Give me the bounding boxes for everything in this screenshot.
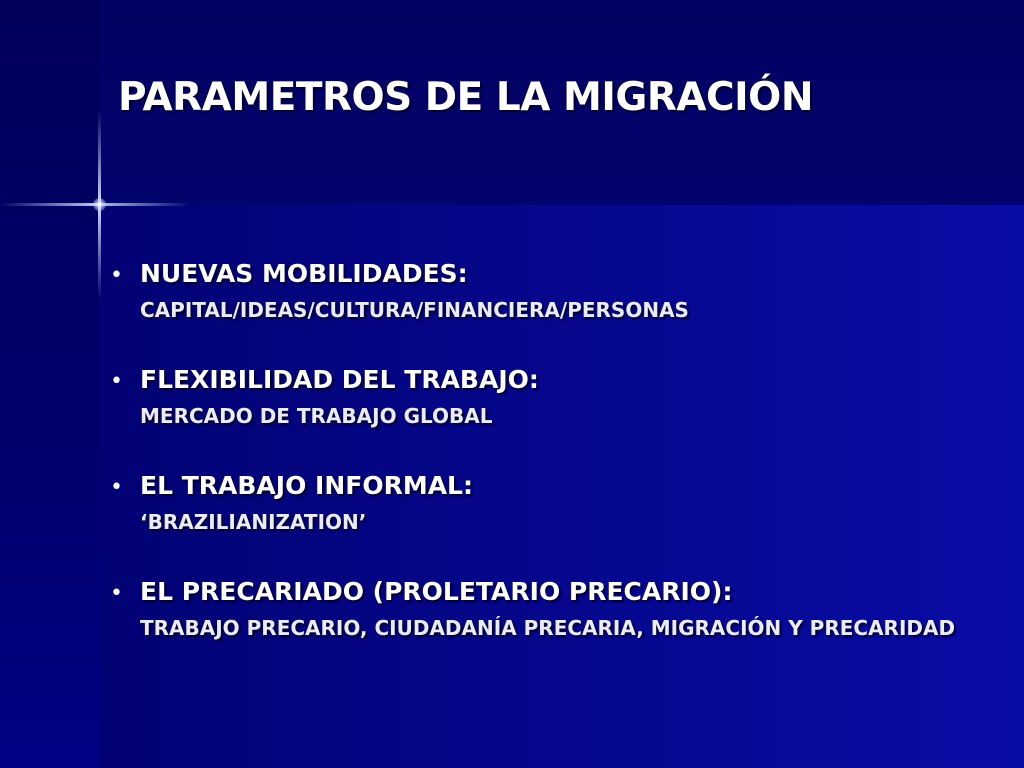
bullet-detail: MERCADO DE TRABAJO GLOBAL [140, 404, 493, 428]
left-band [0, 0, 100, 768]
bullet-heading: EL TRABAJO INFORMAL: [140, 471, 473, 500]
bullet-icon: • [110, 369, 123, 394]
bullet-item [110, 362, 990, 435]
bullet-heading: FLEXIBILIDAD DEL TRABAJO: [140, 365, 539, 394]
sparkle-icon [93, 198, 106, 211]
bullet-detail: CAPITAL/IDEAS/CULTURA/FINANCIERA/PERSONAS [140, 298, 689, 322]
bullet-heading: EL PRECARIADO (PROLETARIO PRECARIO): [140, 577, 733, 606]
bullet-detail: ‘BRAZILIANIZATION’ [140, 510, 367, 534]
bullet-icon: • [110, 263, 123, 288]
bullet-heading: NUEVAS MOBILIDADES: [140, 259, 468, 288]
bullet-item [110, 468, 990, 541]
bullet-item [110, 256, 990, 329]
slide-title: PARAMETROS DE LA MIGRACIÓN [118, 75, 813, 120]
bullet-icon: • [110, 475, 123, 500]
bullet-list [110, 256, 990, 647]
bullet-item [110, 574, 990, 647]
bullet-icon: • [110, 581, 123, 606]
bullet-detail: TRABAJO PRECARIO, CIUDADANÍA PRECARIA, MIGRACIÓN Y PRECARIDAD [140, 616, 956, 640]
